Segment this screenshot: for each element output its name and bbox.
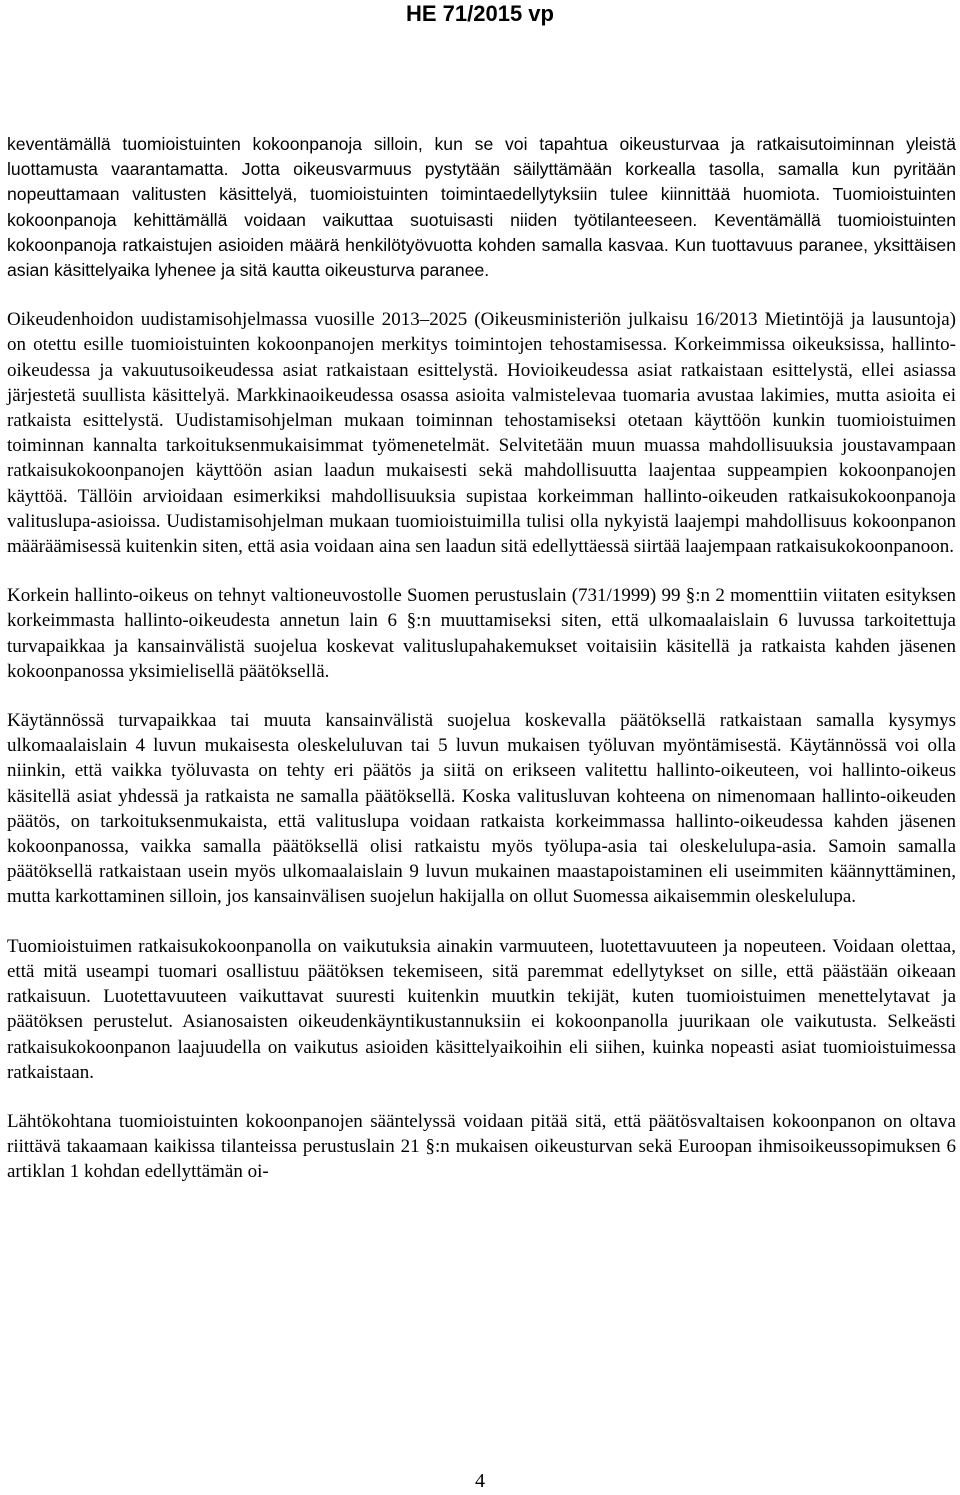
document-body [7, 132, 956, 1185]
body-paragraph: Tuomioistuimen ratkaisukokoonpanolla on vaikutuksia ainakin varmuuteen, luotettavuuteen ja nopeuteen. Voidaan olettaa, että mitä useampi tuomari osallistuu päätöksen tekemiseen, sitä paremmat edellytykset on sille, että päästään oikeaan ratkaisuun. Luotettavuuteen vaikuttavat suuresti kuitenkin muutkin tekijät, kuten tuomioistuimen menettelytavat ja päätöksen perustelut. Asianosaisten oikeudenkäyntikustannuksiin ei kokoonpanolla juurikaan ole vaikutusta. Selkeästi ratkaisukokoonpanon laajuudella on vaikutus asioiden käsittelyaikoihin eli siihen, kuinka nopeasti asiat tuomioistuimessa ratkaistaan. [7, 935, 956, 1083]
body-paragraph: Käytännössä turvapaikkaa tai muuta kansainvälistä suojelua koskevalla päätöksellä ratkaistaan samalla kysymys ulkomaalaislain 4 luvun mukaisesta oleskeluluvan tai 5 luvun mukaisen työluvan myöntämisestä. Käytännössä voi olla niinkin, että vaikka työluvasta on tehty eri päätös ja siitä on erikseen valitettu hallinto-oikeuteen, voi hallinto-oikeus käsitellä asiat yhdessä ja ratkaista ne samalla päätöksellä. Koska valitusluvan kohteena on nimenomaan hallinto-oikeuden päätös, on tarkoituksenmukaista, että valituslupa voidaan ratkaista korkeimmassa hallinto-oikeudessa kahden jäsenen kokoonpanossa, vaikka samalla päätöksellä olisi ratkaistu myös työlupa-asia tai oleskelulupa-asia. Samoin samalla päätöksellä ratkaistaan usein myös ulkomaalaislain 9 luvun mukainen maastapoistaminen eli useimmiten käännyttäminen, mutta karkottaminen silloin, jos kansainvälisen suojelun hakijalla on ollut Suomessa aikaisemmin oleskelulupa. [7, 710, 956, 908]
document-header: HE 71/2015 vp [406, 1, 554, 26]
body-paragraph: Lähtökohtana tuomioistuinten kokoonpanojen sääntelyssä voidaan pitää sitä, että päätösvaltaisen kokoonpanon on oltava riittävä takaamaan kaikissa tilanteissa perustuslain 21 §:n mukaisen oikeusturvan sekä Euroopan ihmisoikeussopimuksen 6 artiklan 1 kohdan edellyttämän oi- [7, 1110, 956, 1183]
body-paragraph: Oikeudenhoidon uudistamisohjelmassa vuosille 2013–2025 (Oikeusministeriön julkaisu 16/2013 Mietintöjä ja lausuntoja) on otettu esille tuomioistuinten kokoonpanojen merkitys toimintojen tehostamisessa. Korkeimmissa oikeuksissa, hallinto-oikeudessa ja vakuutusoikeudessa asiat ratkaistaan esittelystä. Hovioikeudessa asiat ratkaistaan esittelystä, ellei asiassa järjestetä suullista käsittelyä. Markkinaoikeudessa osassa asioita valmistelevaa tuomaria avustaa lakimies, mutta asioita ei ratkaista esittelystä. Uudistamisohjelman mukaan toiminnan tehostamiseksi otetaan käyttöön kunkin tuomioistuimen toiminnan kannalta tarkoituksenmukaisimmat työmenetelmät. Selvitetään muun muassa mahdollisuuksia joustavampaan ratkaisukokoonpanojen käyttöön asian laadun mukaisesti sekä mahdollisuutta laajentaa suppeampien kokoonpanojen käyttöä. Tällöin arvioidaan esimerkiksi mahdollisuuksia supistaa korkeimman hallinto-oikeuden ratkaisukokoonpanoja valituslupa-asioissa. Uudistamisohjelman mukaan tuomioistuimilla tulisi olla nykyistä laajempi mahdollisuus kokoonpanon määräämisessä kuitenkin siten, että asia voidaan aina sen laadun sitä edellyttäessä siirtää laajempaan ratkaisukokoonpanoon. [7, 309, 956, 558]
body-paragraph: keventämällä tuomioistuinten kokoonpanoja silloin, kun se voi tapahtua oikeusturvaa ja ratkaisutoiminnan yleistä luottamusta vaarantamatta. Jotta oikeusvarmuus pystytään säilyttämään korkealla tasolla, samalla kun pyritään nopeuttamaan valitusten käsittelyä, tuomioistuinten toimintaedellytyksiin tulee kiinnittää huomiota. Tuomioistuinten kokoonpanoja kehittämällä voidaan vaikuttaa suotuisasti niiden työtilanteeseen. Keventämällä tuomioistuinten kokoonpanoja ratkaistujen asioiden määrä henkilötyövuotta kohden samalla kasvaa. Kun tuottavuus paranee, yksittäisen asian käsittelyaika lyhenee ja sitä kautta oikeusturva paranee. [7, 134, 956, 281]
page-number: 4 [475, 1470, 485, 1492]
body-paragraph: Korkein hallinto-oikeus on tehnyt valtioneuvostolle Suomen perustuslain (731/1999) 99 §:n 2 momenttiin viitaten esityksen korkeimmasta hallinto-oikeudesta annetun lain 6 §:n muuttamiseksi siten, että ulkomaalaislain 6 luvussa tarkoitettuja turvapaikkaa ja kansainvälistä suojelua koskevat valituslupahakemukset voitaisiin käsitellä ja ratkaista kahden jäsenen kokoonpanossa yksimielisellä päätöksellä. [7, 585, 956, 682]
